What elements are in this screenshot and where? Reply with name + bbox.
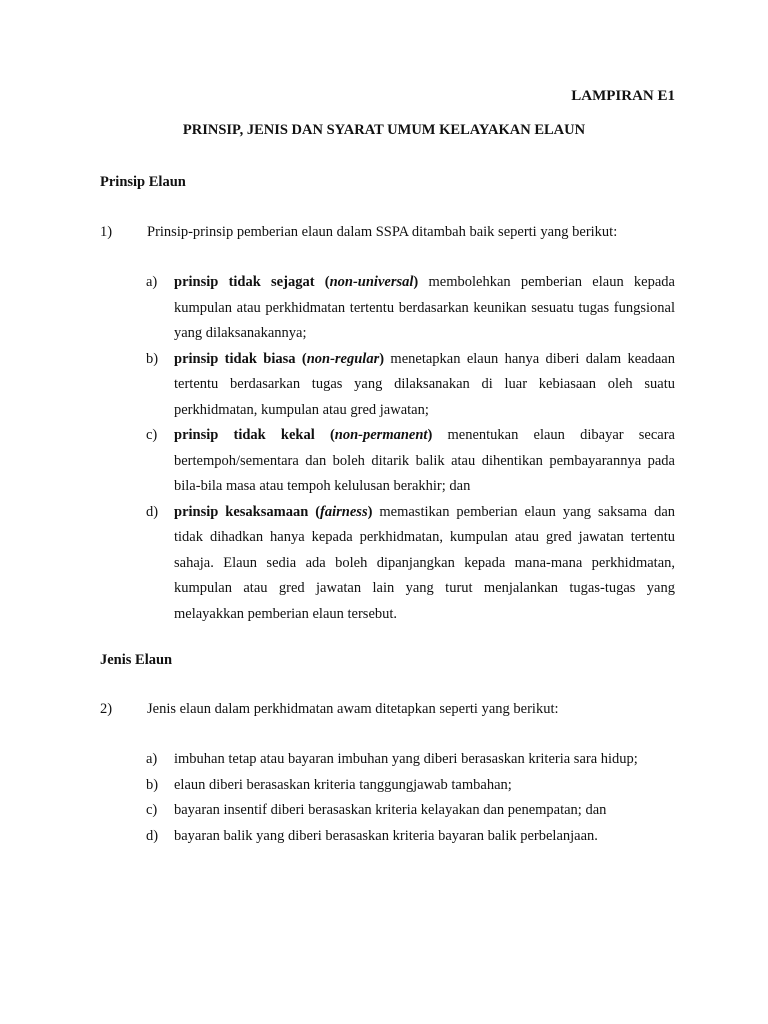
list-item-letter: a) [146,274,158,290]
document-title: PRINSIP, JENIS DAN SYARAT UMUM KELAYAKAN ELAUN [182,122,586,138]
bold-term-close: ) [413,274,419,290]
list-item [146,423,675,500]
section-heading-jenis: Jenis Elaun [100,652,173,668]
bold-italic-term: fairness [320,503,368,520]
bold-italic-term: non-permanent [334,427,428,443]
list-item-letter: d) [146,827,159,844]
list-item [146,270,675,347]
principle-list [146,270,675,627]
list-item [146,747,675,773]
list-item-body [174,347,675,424]
bold-term: prinsip tidak kekal ( [174,427,335,443]
list-item-body: bayaran balik yang diberi berasaskan kriteria bayaran balik perbelanjaan. [174,827,598,844]
bold-term: prinsip tidak sejagat ( [174,274,330,290]
list-item-letter: c) [146,802,158,818]
list-item [146,500,675,628]
bold-term: prinsip kesaksamaan ( [174,503,321,520]
list-item-body [174,423,675,500]
paragraph-number: 2) [100,701,113,717]
item-description: menentukan elaun dibayar secara bertempoh/sementara dan boleh ditarik balik atau dihentikan pembayarannya pada bila-bila masa atau tempoh kelulusan berakhir; dan [174,427,675,494]
bold-term: prinsip tidak biasa ( [174,350,307,367]
item-description: membolehkan pemberian elaun kepada kumpulan atau perkhidmatan tertentu berdasarkan keunikan sesuatu tugas fungsional yang dilaksanakannya; [174,274,675,341]
list-item-body: elaun diberi berasaskan kriteria tanggungjawab tambahan; [174,776,512,793]
list-item-body: imbuhan tetap atau bayaran imbuhan yang diberi berasaskan kriteria sara hidup; [174,751,638,767]
bold-italic-term: non-regular [306,350,380,367]
list-item-body: bayaran insentif diberi berasaskan kriteria kelayakan dan penempatan; dan [174,802,607,818]
list-item [146,798,675,824]
item-description: memastikan pemberian elaun yang saksama dan tidak dihadkan hanya kepada perkhidmatan, kumpulan atau gred jawatan tertentu sahaja. Elaun sedia ada boleh dipanjangkan kepada mana-mana perkhidmatan, kumpulan atau gred jawatan lain yang turut menjalankan tugas-tugas yang melayakkan pemberian elaun tersebut. [174,503,675,622]
list-item-letter: c) [146,427,158,443]
bold-term-close: ) [427,427,433,443]
list-item-letter: a) [146,751,158,767]
type-list [146,747,675,849]
list-item [146,824,675,850]
list-item-body [174,270,675,347]
section-heading-prinsip: Prinsip Elaun [100,174,186,190]
list-item [146,347,675,424]
paragraph-number: 1) [100,224,113,240]
list-item-letter: b) [146,350,159,367]
bold-italic-term: non-universal [329,274,414,290]
appendix-label: LAMPIRAN E1 [571,88,675,104]
list-item-body [174,500,675,628]
item-description: menetapkan elaun hanya diberi dalam keadaan tertentu berdasarkan tugas yang dilaksanakan di luar kebiasaan oleh suatu perkhidmatan, kumpulan atau gred jawatan; [174,350,675,418]
list-item-letter: d) [146,503,159,520]
paragraph-text: Prinsip-prinsip pemberian elaun dalam SSPA ditambah baik seperti yang berikut: [147,224,618,240]
list-item [146,773,675,799]
list-item-letter: b) [146,776,159,793]
bold-term-close: ) [379,350,385,367]
paragraph-text: Jenis elaun dalam perkhidmatan awam ditetapkan seperti yang berikut: [147,701,559,717]
bold-term-close: ) [367,503,373,520]
